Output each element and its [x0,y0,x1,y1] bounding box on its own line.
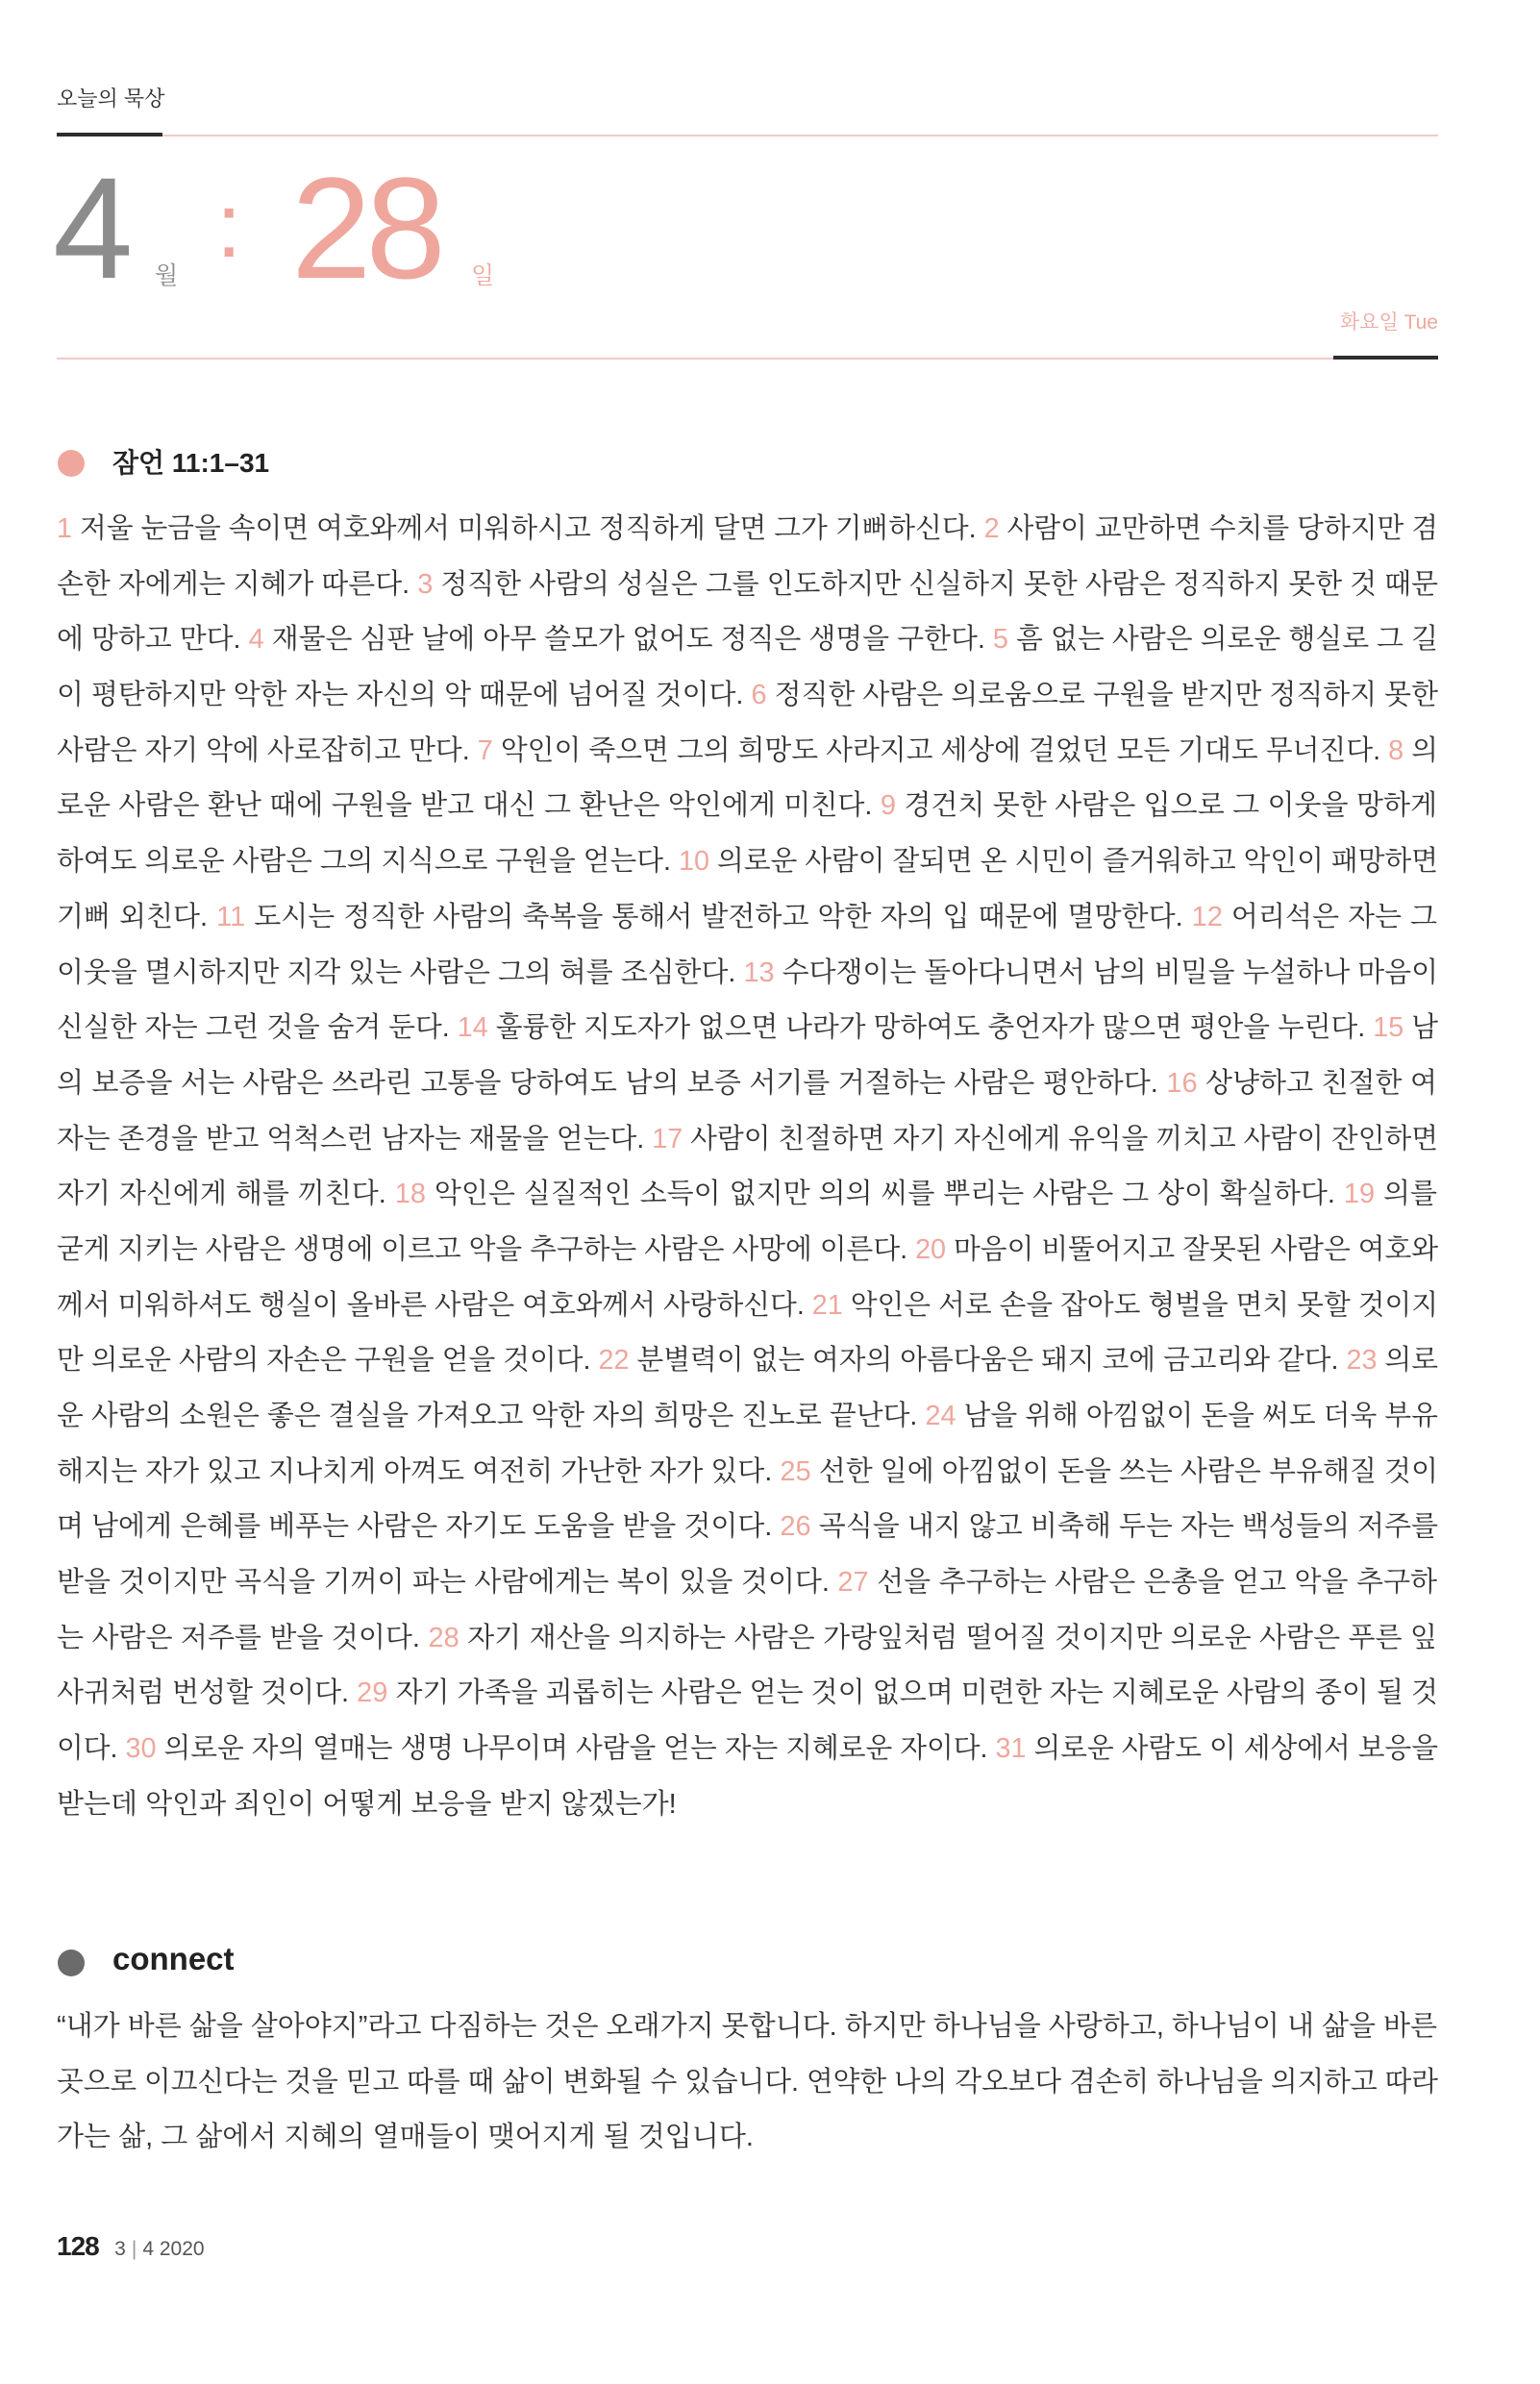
verse-number: 4 [248,624,264,656]
verse-text: 굳게 지키는 사람은 생명에 이르고 악을 추구하는 사람은 사망에 이른다. [57,1233,908,1265]
passage-line-content [57,1112,1438,1168]
passage-line-content [57,502,1438,558]
passage-line [57,779,1438,834]
verse-number: 5 [992,624,1009,656]
passage-line-content [57,1500,1438,1555]
date-separator: : [216,175,242,277]
verse-text: 자기 자신에게 해를 끼친다. [57,1179,386,1210]
passage-line [57,1333,1438,1389]
verse-number: 6 [751,680,767,711]
verse-text: 로운 사람은 환난 때에 구원을 받고 대신 그 환난은 악인에게 미친다. [57,790,873,822]
verse-text: 이 평탄하지만 악한 자는 자신의 악 때문에 넘어질 것이다. [57,680,744,711]
day-unit: 일 [471,262,495,289]
passage-line-content [57,558,1438,613]
passage-line [57,1389,1438,1445]
verse-text: 기뻐 외친다. [57,901,209,932]
verse-number: 24 [925,1401,956,1431]
verse-number: 18 [394,1179,426,1210]
passage-line [57,612,1438,668]
passage-line [57,502,1438,558]
verse-text: 의로운 사람이 잘되면 온 시민이 즐거워하고 악인이 패망하면 [716,846,1438,878]
passage-line-content [57,1167,1437,1223]
verse-number: 26 [780,1511,811,1543]
passage-line-content [57,1056,1437,1112]
issue-divider: | [131,2238,137,2260]
connect-line-text: 곳으로 이끄신다는 것을 믿고 따를 때 삶이 변화될 수 있습니다. 연약한 나의 각오보다 겸손히 하나님을 의지하고 따라 [57,2066,1438,2098]
connect-title: connect [112,1941,235,1976]
verse-text: 악인은 서로 손을 잡아도 형벌을 면치 못할 것이지 [850,1289,1438,1321]
connect-line-text: “내가 바른 삶을 살아야지”라고 다짐하는 것은 오래가지 못합니다. 하지만 하나님을 사랑하고, 하나님이 내 삶을 바른 [57,2011,1437,2042]
verse-text: 해지는 자가 있고 지나치게 아껴도 여전히 가난한 자가 있다. [57,1455,773,1487]
passage-line-content [57,668,1438,724]
connect-bullet-icon [58,1949,85,1976]
verse-number: 9 [880,790,896,822]
connect-line [57,2110,1438,2166]
passage-line [57,834,1438,890]
day-number: 28 [291,147,440,309]
passage-line [57,1722,1438,1777]
verse-number: 2 [983,513,1000,544]
verse-text: 곡식을 내지 않고 비축해 두는 자는 백성들의 저주를 [818,1511,1438,1543]
verse-text: 이다. [57,1733,118,1765]
verse-text: 마음이 비뚤어지고 잘못된 사람은 여호와 [954,1233,1438,1265]
verse-text: 하여도 의로운 사람은 그의 지식으로 구원을 얻는다. [57,846,671,878]
verse-number: 22 [598,1345,630,1377]
verse-number: 10 [678,846,709,878]
verse-text: 남 [1411,1012,1438,1044]
verse-text: 상냥하고 친절한 여 [1205,1067,1438,1099]
weekday-underline [1333,356,1438,360]
verse-text: 사람이 친절하면 자기 자신에게 유익을 끼치고 사람이 잔인하면 [690,1123,1438,1155]
passage-line [57,1777,1438,1833]
verse-number: 27 [837,1567,869,1599]
verse-text: 악인은 실질적인 소득이 없지만 의의 씨를 뿌리는 사람은 그 상이 확실하다. [434,1179,1335,1210]
verse-number: 29 [357,1677,388,1709]
verse-number: 25 [780,1455,811,1487]
connect-line [57,1999,1438,2055]
passage-line [57,1056,1438,1112]
passage-line-content [57,1001,1438,1056]
verse-number: 23 [1346,1345,1378,1377]
verse-number: 30 [125,1733,157,1765]
verse-text: 사귀처럼 번성할 것이다. [57,1677,350,1709]
verse-text: 받을 것이지만 곡식을 기꺼이 파는 사람에게는 복이 있을 것이다. [57,1567,830,1599]
verse-number: 14 [457,1012,488,1044]
passage-line-content [57,724,1438,780]
passage-line [57,1555,1438,1611]
month-unit: 월 [155,262,179,289]
passage-line [57,1500,1438,1555]
verse-number: 3 [417,568,434,600]
passage-line [57,890,1438,946]
verse-text: 의로 [1384,1345,1438,1377]
passage-reference: 잠언 11:1–31 [112,448,270,478]
passage-line-content [57,1555,1437,1611]
passage-line [57,1167,1438,1223]
section-label: 오늘의 묵상 [57,87,165,111]
verse-text: 의를 [1382,1179,1438,1210]
verse-text: 며 남에게 은혜를 베푸는 사람은 자기도 도움을 받을 것이다. [57,1511,773,1543]
verse-number: 15 [1373,1012,1404,1044]
verse-text: 정직한 사람은 의로움으로 구원을 받지만 정직하지 못한 [774,680,1438,711]
verse-text: 의 보증을 서는 사람은 쓰라린 고통을 당하여도 남의 보증 서기를 거절하는 사람은 평안하다. [57,1067,1158,1099]
verse-text: 훌륭한 지도자가 없으면 나라가 망하여도 충언자가 많으면 평안을 누린다. [495,1012,1366,1044]
verse-text: 저울 눈금을 속이면 여호와께서 미워하시고 정직하게 달면 그가 기뻐하신다. [79,513,977,544]
passage-line-content [57,946,1438,1002]
passage-line-content [57,1777,677,1833]
verse-text: 는 사람은 저주를 받을 것이다. [57,1622,420,1653]
passage-line-content [57,1666,1438,1722]
passage-line-content [57,834,1438,890]
verse-number: 7 [477,734,493,766]
verse-text: 의로운 자의 열매는 생명 나무이며 사람을 얻는 자는 지혜로운 자이다. [163,1733,988,1765]
verse-text: 경건치 못한 사람은 입으로 그 이웃을 망하게 [904,790,1437,822]
passage-line [57,668,1438,724]
verse-text: 께서 미워하셔도 행실이 올바른 사람은 여호와께서 사랑하신다. [57,1289,805,1321]
verse-text: 재물은 심판 날에 아무 쓸모가 없어도 정직은 생명을 구한다. [271,624,985,656]
verse-number: 28 [428,1622,460,1653]
issue-info [114,2238,204,2260]
passage-line-content [57,1611,1437,1667]
verse-text: 신실한 자는 그런 것을 숨겨 둔다. [57,1012,450,1044]
verse-text: 자기 재산을 의지하는 사람은 가랑잎처럼 떨어질 것이지만 의로운 사람은 푸른 잎 [467,1622,1437,1653]
verse-text: 의로운 사람도 이 세상에서 보응을 [1033,1733,1438,1765]
passage-line [57,558,1438,613]
passage-line [57,1112,1438,1168]
verse-text: 흠 없는 사람은 의로운 행실로 그 길 [1016,624,1438,656]
header-top-rule [57,135,1438,137]
verse-text: 선한 일에 아낌없이 돈을 쓰는 사람은 부유해질 것이 [818,1455,1438,1487]
verse-text: 손한 자에게는 지혜가 따른다. [57,568,410,600]
passage-line-content [57,1445,1438,1501]
passage-line [57,1279,1438,1334]
verse-text: 에 망하고 만다. [57,624,241,656]
verse-text: 도시는 정직한 사람의 축복을 통해서 발전하고 악한 자의 입 때문에 멸망한다. [254,901,1183,932]
verse-number: 21 [811,1289,843,1321]
passage-line [57,946,1438,1002]
passage-line [57,1445,1438,1501]
verse-number: 17 [652,1123,683,1155]
verse-number: 19 [1343,1179,1376,1210]
verse-number: 16 [1166,1067,1198,1099]
verse-text: 선을 추구하는 사람은 은총을 얻고 악을 추구하 [877,1567,1438,1599]
passage-line-content [57,779,1437,834]
verse-text: 악인이 죽으면 그의 희망도 사라지고 세상에 걸었던 모든 기대도 무너진다. [500,734,1381,766]
verse-text: 받는데 악인과 죄인이 어떻게 보응을 받지 않겠는가! [57,1788,677,1820]
connect-line-text: 가는 삶, 그 삶에서 지혜의 열매들이 맺어지게 될 것입니다. [57,2122,754,2153]
verse-text: 이웃을 멸시하지만 지각 있는 사람은 그의 혀를 조심한다. [57,956,736,988]
verse-text: 자기 가족을 괴롭히는 사람은 얻는 것이 없으며 미련한 자는 지혜로운 사람의 종이 될 것 [395,1677,1438,1709]
month-number: 4 [53,147,134,309]
passage-line-content [57,612,1438,668]
issue-month: 3 [114,2238,126,2260]
passage-line-content [57,1333,1438,1389]
passage-line-content [57,1279,1438,1334]
header-bottom-rule [57,358,1438,360]
verse-text: 자는 존경을 받고 억척스런 남자는 재물을 얻는다. [57,1123,645,1155]
verse-number: 8 [1388,734,1404,766]
verse-text: 만 의로운 사람의 자손은 구원을 얻을 것이다. [57,1345,591,1377]
passage-bullet-icon [58,450,85,477]
verse-number: 13 [743,956,775,988]
verse-text: 정직한 사람의 성실은 그를 인도하지만 신실하지 못한 사람은 정직하지 못한 것 때문 [440,568,1438,600]
verse-number: 31 [995,1733,1027,1765]
verse-number: 12 [1191,901,1223,932]
passage-body [57,502,1438,1833]
verse-text: 수다쟁이는 돌아다니면서 남의 비밀을 누설하나 마음이 [782,956,1438,988]
passage-line [57,1611,1438,1667]
section-label-underline [57,133,162,137]
passage-line [57,1223,1438,1279]
passage-line-content [57,1389,1438,1445]
connect-line [57,2055,1438,2111]
verse-text: 운 사람의 소원은 좋은 결실을 가져오고 악한 자의 희망은 진노로 끝난다. [57,1401,918,1431]
passage-line-content [57,1722,1438,1777]
passage-line-content [57,890,1437,946]
verse-text: 분별력이 없는 여자의 아름다움은 돼지 코에 금고리와 같다. [636,1345,1339,1377]
passage-line [57,724,1438,780]
verse-text: 사람이 교만하면 수치를 당하지만 겸 [1006,513,1438,544]
passage-line [57,1666,1438,1722]
connect-body [57,1999,1438,2166]
verse-number: 11 [216,901,246,932]
verse-text: 의 [1411,734,1438,766]
page-footer [57,2230,205,2268]
verse-number: 1 [57,513,72,544]
verse-text: 남을 위해 아낌없이 돈을 써도 더욱 부유 [963,1401,1438,1431]
weekday-label: 화요일 Tue [1339,311,1438,334]
verse-text: 사람은 자기 악에 사로잡히고 만다. [57,734,470,766]
passage-line-content [57,1223,1438,1279]
passage-line [57,1001,1438,1056]
verse-text: 어리석은 자는 그 [1230,901,1438,932]
verse-number: 20 [915,1233,947,1265]
issue-date: 4 2020 [142,2238,205,2260]
page-number: 128 [57,2231,99,2261]
